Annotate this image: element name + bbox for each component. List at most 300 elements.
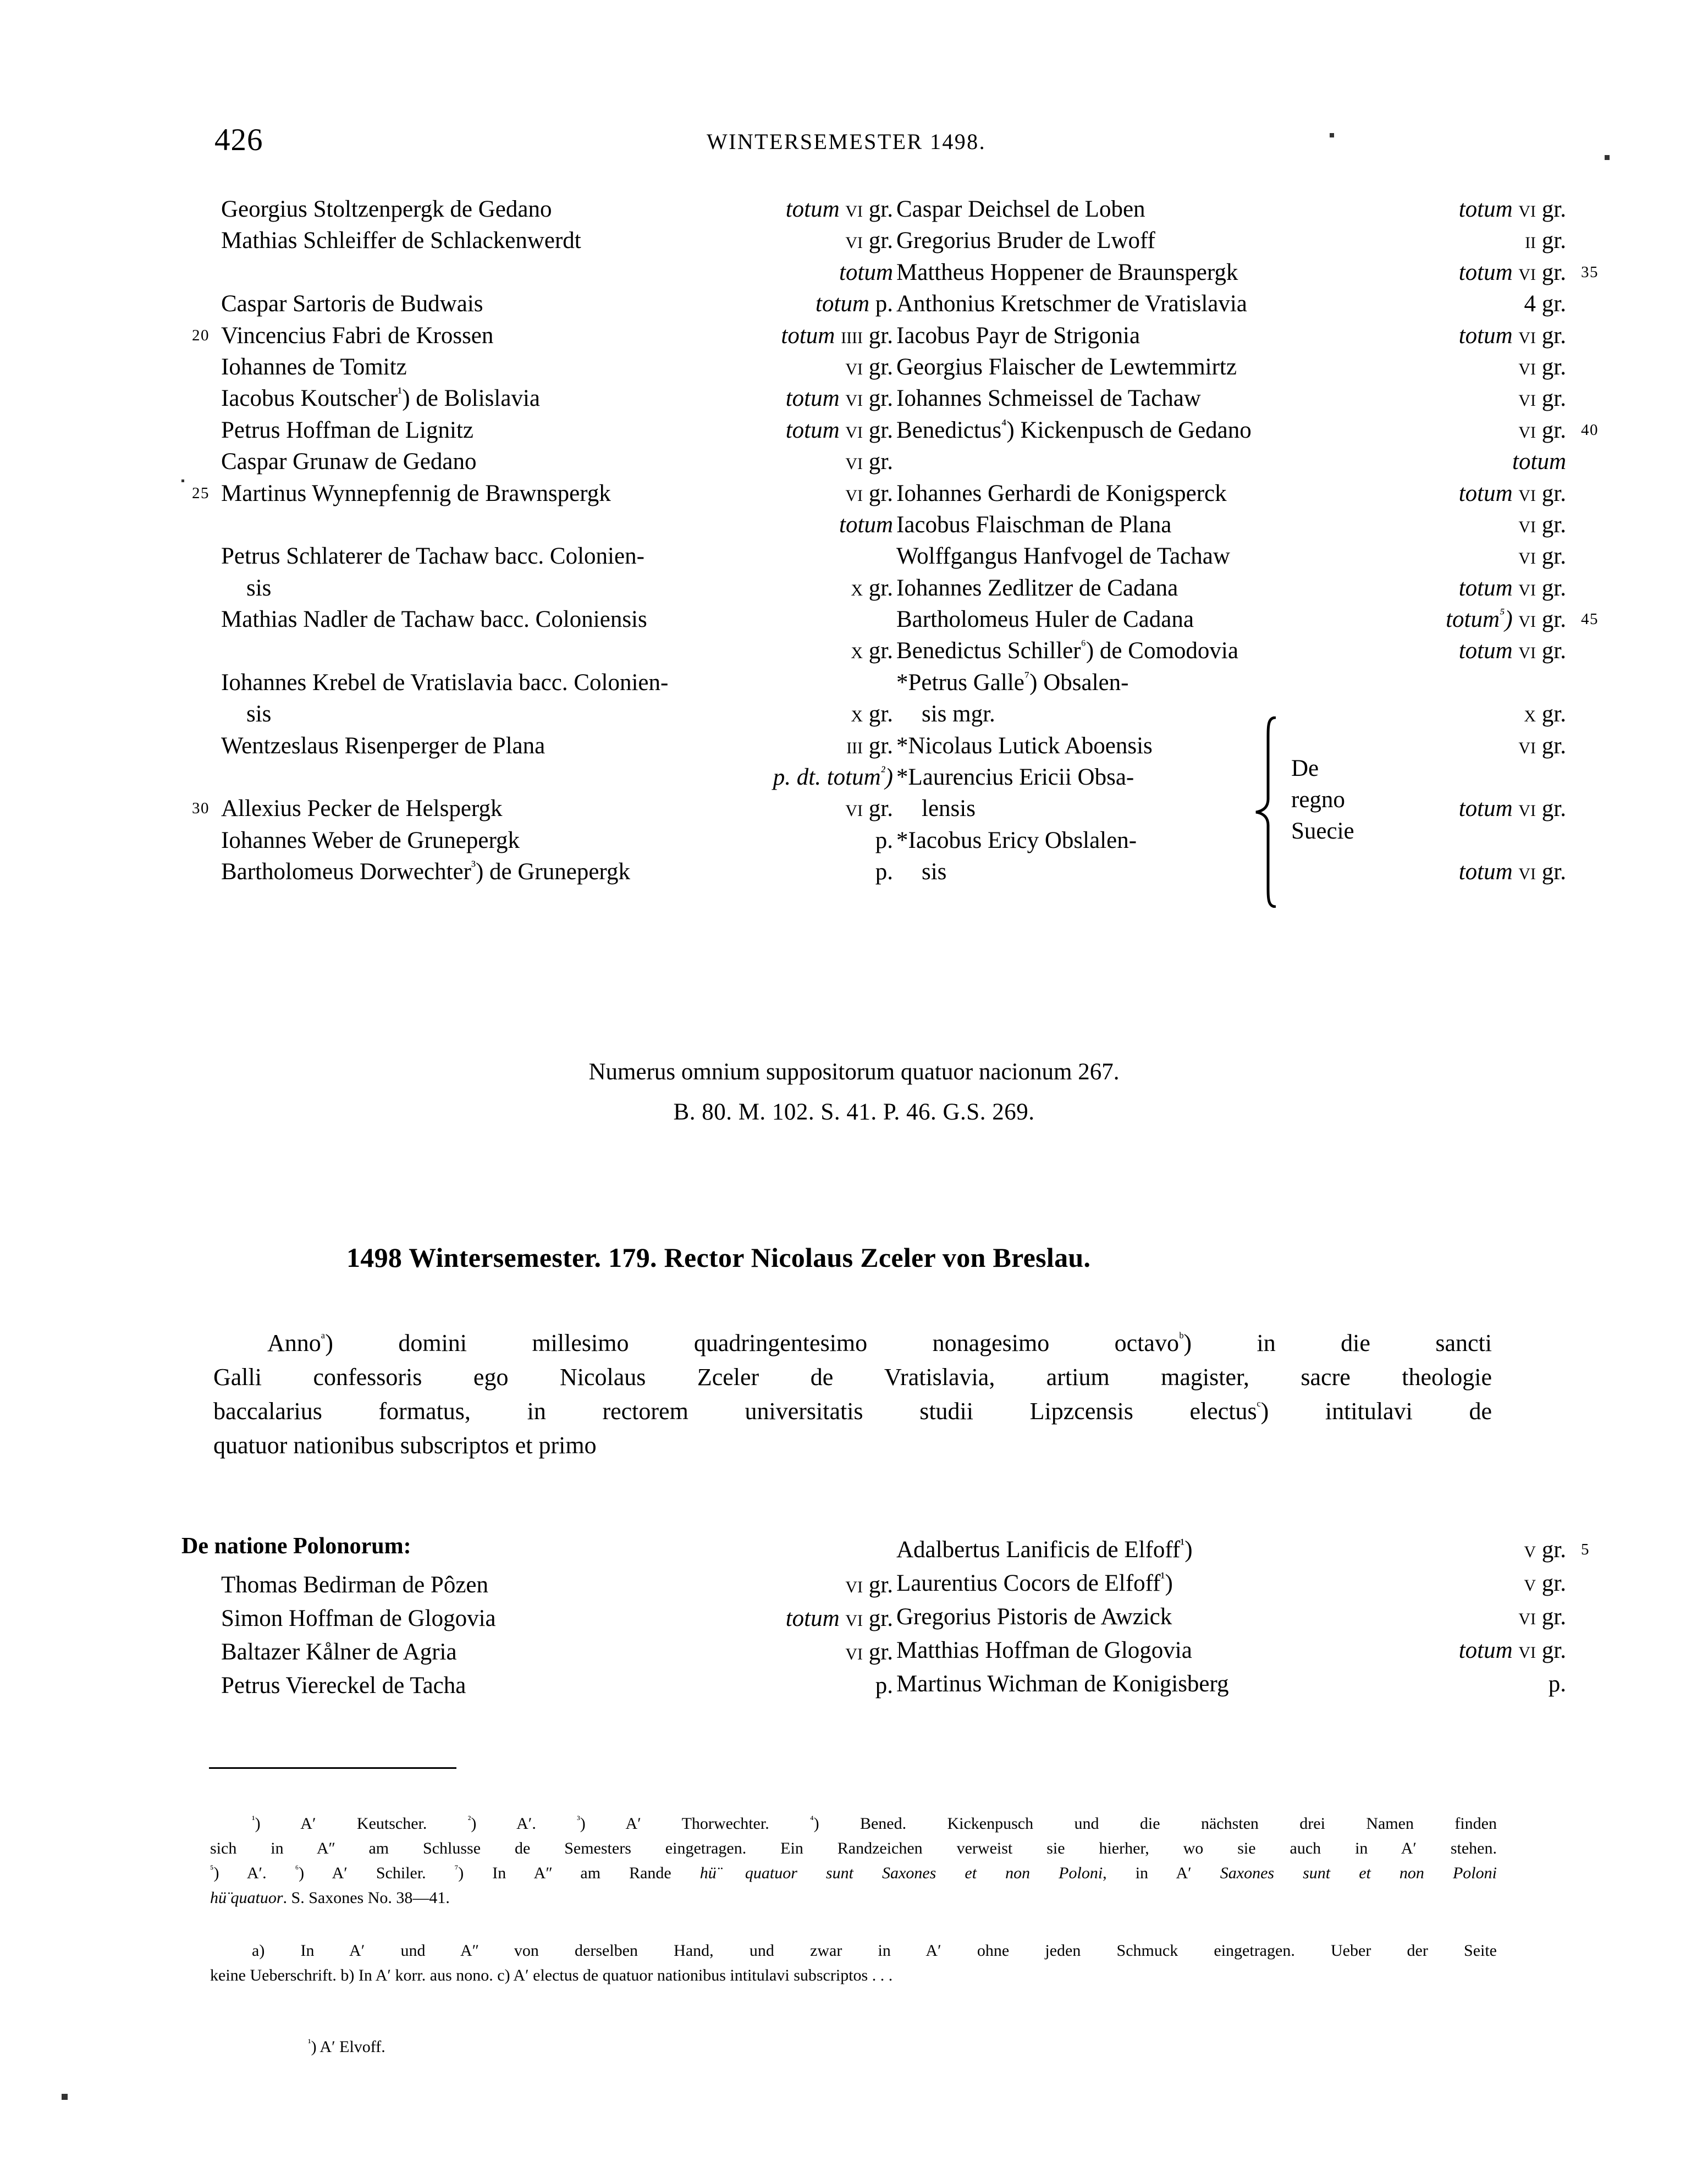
footnote-marker: ᵃ [321,1329,326,1346]
entry-amount: p. [875,291,893,317]
roman-numeral: vi [1518,259,1536,285]
entry-name: Gregorius Pistoris de Awzick [896,1604,1172,1630]
matricula-entry [896,856,1628,887]
roman-numeral: vi [845,228,863,254]
roman-numeral: vi [1518,417,1536,443]
entry-amount-cell [1518,351,1566,383]
roman-numeral: x [851,638,863,664]
entry-amount: vi gr. [1518,1637,1566,1663]
matricula-entry [896,446,1628,477]
entry-name: Caspar Sartoris de Budwais [221,291,483,317]
roman-numeral: vi [1518,480,1536,506]
entry-amount: p. [1548,1671,1566,1697]
entry-name: Mattheus Hoppener de Braunspergk [896,259,1238,285]
roman-numeral: vi [845,796,863,822]
matricula-entry [896,194,1628,225]
entry-name: Martinus Wichman de Konigisberg [896,1671,1229,1697]
entry-amount: vi gr. [1518,385,1566,412]
roman-numeral: vi [1518,606,1536,633]
entry-amount: vi gr. [845,354,893,380]
entry-qualifier: totum [785,417,840,443]
footnote-line: $^{^1}$) Aʹ Elvoff. [308,2037,385,2056]
footnote-marker: ³ [577,1814,580,1825]
entry-amount-cell [851,572,893,604]
roman-numeral: vi [845,1639,863,1665]
matricula-entry [181,288,896,319]
entry-amount-cell [1518,1600,1566,1634]
footnote-group-numeric [210,1811,1497,1910]
footnote-line: a) In Aʹ und Aʺ von derselben Hand, und zwar in Aʹ ohne jeden Schmuck eingetragen. Ueber der Seite [252,1942,1497,1960]
footnote-marker: ⁴ [810,1814,814,1825]
entry-amount-cell [1459,856,1566,887]
scan-speck [181,479,184,482]
summary-total-line: Numerus omnium suppositorum quatuor nacionum 267. [588,1059,1120,1085]
entry-name: Gregorius Bruder de Lwoff [896,228,1155,254]
footnote-line: hü̈ quatuor. S. Saxones No. 38—41. [210,1889,450,1907]
matricula-entry [896,257,1628,288]
entry-name: Iacobus Flaischman de Plana [896,511,1172,538]
matricula-entry [181,762,896,793]
entry-name: Caspar Grunaw de Gedano [221,449,477,475]
entry-amount: vi gr. [845,480,893,506]
roman-numeral: vi [845,1572,863,1598]
entry-amount-cell [1549,1667,1566,1701]
matricula-entry [181,667,896,698]
entry-amount-cell [1512,446,1566,477]
entry-amount: vi gr. [1518,480,1566,506]
brace-label-line-3: Suecie [1291,818,1354,844]
entry-name: Petrus Hoffman de Lignitz [221,417,473,443]
entry-qualifier: totum [839,511,893,538]
entry-name: Baltazer Kålner de Agria [221,1639,457,1665]
entry-amount: p. [875,1673,893,1698]
matricula-entry [896,667,1628,698]
polonorum-subheading: De natione Polonorum: [181,1534,411,1559]
footnote-marker: ⁶ [295,1863,299,1875]
matricula-entry [181,351,896,383]
entry-amount-cell [781,320,893,351]
entry-name: Martinus Wynnepfennig de Brawnspergk [221,480,611,506]
roman-numeral: vi [1518,1604,1536,1630]
entry-amount: vi gr. [1518,1604,1566,1630]
entry-amount-cell [875,856,893,887]
entry-qualifier: totum [1512,449,1566,475]
matricula-left-column [181,194,896,888]
entry-amount: vi gr. [1518,196,1566,222]
running-head-title: WINTERSEMESTER 1498. [707,129,986,154]
entry-amount-cell [845,1568,893,1602]
entry-amount: vi gr. [1518,575,1566,601]
entry-amount-cell [845,478,893,509]
section-heading: 1498 Wintersemester. 179. Rector Nicolaus Zceler von Breslau. [346,1242,1091,1273]
entry-name: *Iacobus Ericy Obslalen- [896,827,1137,853]
roman-numeral: vi [1518,322,1536,349]
footnote-separator-rule [209,1767,456,1769]
roman-numeral: vi [1518,354,1536,380]
footnote-marker: ¹ [252,1814,255,1825]
entry-qualifier: totum [1458,196,1513,222]
entry-amount-cell [786,194,893,225]
entry-qualifier: totum [785,1606,840,1631]
entry-amount: p. [875,827,893,853]
entry-qualifier: p. dt. totum$^{^2}$) [773,763,893,791]
entry-amount: vi gr. [1518,511,1566,538]
matricula-entry [181,825,896,856]
footnote-marker: ᵇ [1178,1329,1184,1346]
entry-amount: vi gr. [845,196,893,222]
footnote-marker: ⁷ [1024,668,1030,685]
entry-name: Allexius Pecker de Helspergk [221,796,503,822]
entry-name: Adalbertus Lanificis de Elfoff$^{^1}$) [896,1535,1193,1563]
matricula-right-column [896,194,1628,888]
latin-quotation: Saxones sunt et non Poloni [1220,1864,1497,1882]
entry-amount: vi gr. [845,796,893,822]
scan-speck [62,2094,68,2100]
matricula-entry [181,1568,896,1602]
entry-name: Iacobus Koutscher$^{^1}$) de Bolislavia [221,384,540,412]
entry-amount-cell [1459,478,1566,509]
roman-numeral: vi [1518,1637,1536,1663]
roman-numeral: vi [1518,385,1536,412]
roman-numeral: x [1524,701,1536,727]
footnote-line: $^{^5}$) Aʹ. $^{^6}$) Aʹ Schiler. $^{^7}$) In Aʺ am Rande hü̈ quatuor sunt Saxones et non Poloni, in Aʹ Saxones sunt et non Poloni [210,1863,1497,1882]
entry-amount: vi gr. [1518,354,1566,380]
matricula-entry [896,698,1628,730]
entry-amount-cell [1459,572,1566,604]
entry-amount: vi gr. [1518,638,1566,664]
entry-qualifier: totum [1458,859,1513,885]
matricula-entry [896,825,1628,856]
latin-quotation: hü̈ quatuor sunt Saxones et non Poloni [699,1864,1103,1882]
entry-name: Laurentius Cocors de Elfoff$^{^1}$) [896,1569,1173,1596]
entry-amount-cell [773,762,893,793]
roman-numeral: vi [1518,543,1536,570]
roman-numeral: iiii [841,322,863,349]
entry-amount: x gr. [851,701,893,727]
line-number: 25 [192,484,210,502]
entry-amount: x gr. [1524,701,1566,727]
matricula-entry [896,320,1628,351]
entry-amount-cell [816,288,893,319]
line-number: 35 [1581,263,1599,281]
matricula-entry [896,1634,1628,1667]
entry-name: Georgius Stoltzenpergk de Gedano [221,196,552,222]
matricula-entry [181,415,896,446]
entry-amount-cell [1518,540,1566,572]
roman-numeral: vi [1518,575,1536,601]
entry-amount-cell [846,730,893,762]
entry-name: Iacobus Payr de Strigonia [896,322,1140,349]
footnote-marker: ⁶ [1081,637,1086,654]
entry-amount: vi gr. [1518,732,1566,759]
entry-amount-cell [875,825,893,856]
entry-amount-cell [1518,383,1566,414]
matricula-entry [181,793,896,824]
entry-amount-cell [1524,1533,1566,1567]
entry-name: *Nicolaus Lutick Aboensis [896,732,1153,759]
matricula-entry [181,320,896,351]
matricula-entry [896,793,1628,824]
roman-numeral: vi [845,480,863,506]
entry-amount: x gr. [851,575,893,601]
matricula-entry [896,604,1628,635]
matricula-entry [181,604,896,635]
entry-amount-cell [1459,320,1566,351]
entry-name: Petrus Schlaterer de Tachaw bacc. Colonien- [221,543,644,570]
roman-numeral: vi [845,196,863,222]
matricula-entry [181,194,896,225]
entry-amount-cell [1524,698,1566,730]
entry-amount-cell [1459,194,1566,225]
matricula-entry [181,478,896,509]
entry-amount-cell [1459,257,1566,288]
entry-amount-cell [839,257,893,288]
intro-line: Galli confessoris ego Nicolaus Zceler de Vratislavia, artium magister, sacre theologie [213,1364,1492,1391]
matricula-entry [896,1533,1628,1567]
entry-amount: vi gr. [1518,606,1566,633]
entry-amount-cell [845,793,893,824]
summary-nations-line: B. 80. M. 102. S. 41. P. 46. G.S. 269. [673,1099,1035,1125]
entry-amount: vi gr. [845,1572,893,1598]
roman-numeral: vi [845,354,863,380]
matricula-entry [181,540,896,572]
entry-amount-cell [845,446,893,477]
roman-numeral: x [851,575,863,601]
entry-amount-cell [1518,415,1566,446]
roman-numeral: vi [1518,638,1536,664]
entry-amount: iiii gr. [841,322,893,349]
entry-name: *Petrus Galle$^{^7}$) Obsalen- [896,668,1129,696]
entry-name: sis mgr. [922,701,995,727]
entry-amount: x gr. [851,638,893,664]
matricula-entry [896,1567,1628,1600]
entry-name: lensis [922,796,976,822]
folio-number: 426 [214,123,263,157]
entry-name: Iohannes Schmeissel de Tachaw [896,385,1201,412]
entry-amount: vi gr. [1518,859,1566,885]
entry-amount-cell [1525,225,1566,256]
matricula-entry [181,509,896,540]
entry-name: *Laurencius Ericii Obsa- [896,764,1134,791]
roman-numeral: iii [846,732,863,759]
entry-name: Wentzeslaus Risenperger de Plana [221,732,546,759]
roman-numeral: vi [1518,732,1536,759]
entry-amount-cell [845,225,893,256]
entry-amount: v gr. [1524,1570,1566,1596]
entry-name: Iohannes Gerhardi de Konigsperck [896,480,1227,506]
footnote-marker: ¹ [308,2037,311,2049]
entry-qualifier: totum [816,291,869,317]
entry-amount-cell [1459,635,1566,666]
entry-name: Bartholomeus Dorwechter$^{^3}$) de Grunepergk [221,857,630,885]
matricula-entry [181,856,896,887]
latin-quotation: hü̈ quatuor [210,1889,283,1907]
entry-qualifier: totum [1458,259,1513,285]
entry-name: Mathias Nadler de Tachaw bacc. Coloniensis [221,606,647,633]
footnote-marker: ¹ [398,384,403,401]
scan-speck [1330,133,1334,137]
footnote-marker: ² [467,1814,471,1825]
entry-amount: vi gr. [845,449,893,475]
footnote-line: keine Ueberschrift. b) In Aʹ korr. aus nono. c) Aʹ electus de quatuor nationibus intitulavi subscriptos . . . [210,1966,893,1984]
entry-qualifier: totum [1458,480,1513,506]
polonorum-left-column [181,1533,896,1702]
roman-numeral: vi [1518,859,1536,885]
entry-amount: vi gr. [1518,543,1566,570]
roman-numeral: ii [1525,228,1536,254]
footnote-marker: ¹ [1160,1569,1165,1586]
entry-name: Caspar Deichsel de Loben [896,196,1145,222]
entry-amount: vi gr. [845,1606,893,1631]
entry-amount-cell [1518,730,1566,762]
entry-qualifier: totum [839,259,893,285]
entry-amount: vi gr. [1518,417,1566,443]
entry-amount: v gr. [1524,1537,1566,1563]
entry-name: Benedictus Schiller$^{^6}$) de Comodovia [896,637,1238,664]
entry-amount-cell [1524,288,1566,319]
roman-numeral: vi [845,417,863,443]
matricula-entry [181,1669,896,1702]
line-number: 20 [192,326,210,344]
roman-numeral: vi [845,385,863,412]
roman-numeral: vi [845,449,863,475]
entry-amount: vi gr. [845,228,893,254]
entry-amount: vi gr. [845,417,893,443]
footnote-marker: ⁵ [210,1863,214,1875]
entry-name: Petrus Viereckel de Tacha [221,1673,466,1698]
entry-amount-cell [845,1635,893,1669]
roman-numeral: vi [1518,511,1536,538]
entry-amount: vi gr. [845,1639,893,1665]
matricula-entry [181,225,896,256]
entry-amount-cell [786,383,893,414]
entry-name: sis [246,575,272,601]
line-number: 5 [1581,1541,1590,1558]
entry-qualifier: totum [781,322,835,349]
matricula-entry [896,1600,1628,1634]
scan-speck [1605,155,1610,160]
matricula-entry [896,1667,1628,1701]
entry-name: Bartholomeus Huler de Cadana [896,606,1194,633]
matricula-entry [896,730,1628,762]
line-number: 40 [1581,421,1599,439]
entry-name: Thomas Bedirman de Pôzen [221,1572,489,1598]
entry-name: Wolffgangus Hanfvogel de Tachaw [896,543,1230,570]
entry-name: Benedictus$^{^4}$) Kickenpusch de Gedano [896,416,1252,443]
roman-numeral: x [851,701,863,727]
matricula-entry [896,478,1628,509]
entry-amount: ii gr. [1525,228,1566,254]
footnote-line: sich in Aʺ am Schlusse de Semesters eingetragen. Ein Randzeichen verweist sie hierher, wo sie auch in Aʹ stehen. [210,1839,1497,1857]
matricula-entry [181,446,896,477]
matricula-entry [896,509,1628,540]
footnote-marker: ᶜ [1257,1397,1261,1414]
matricula-entry [896,762,1628,793]
matricula-entry [896,572,1628,604]
roman-numeral: vi [1518,196,1536,222]
matricula-entry [896,635,1628,666]
entry-name: Vincencius Fabri de Krossen [221,322,494,349]
intro-line: Anno$^ᵃ$) domini millesimo quadringentesimo nonagesimo octavo$^ᵇ$) in die sancti [267,1329,1492,1356]
entry-amount-cell [875,1669,893,1702]
matricula-entry [896,415,1628,446]
matricula-entry [181,1602,896,1635]
entry-name: Georgius Flaischer de Lewtemmirtz [896,354,1237,380]
matricula-entry [181,730,896,762]
entry-amount-cell [1459,793,1566,824]
entry-amount: vi gr. [1518,322,1566,349]
footnote-marker: ¹ [1180,1535,1185,1552]
entry-name: Matthias Hoffman de Glogovia [896,1637,1192,1663]
roman-numeral: vi [1518,796,1536,822]
entry-amount-cell [1446,604,1566,635]
entry-amount-cell [786,415,893,446]
matricula-entry [896,288,1628,319]
roman-numeral: v [1524,1537,1536,1563]
entry-amount-cell [1518,509,1566,540]
matricula-entry [181,383,896,414]
entry-name: Iohannes Weber de Grunepergk [221,827,520,853]
entry-qualifier: totum [1458,1637,1513,1663]
footnote-marker: ² [880,763,885,780]
entry-amount-cell [839,509,893,540]
line-number: 30 [192,799,210,818]
entry-amount-cell [1524,1567,1566,1600]
footnote-marker: ⁵ [1500,605,1505,622]
brace-label-line-1: De [1291,755,1319,781]
entry-amount: vi gr. [845,385,893,412]
footnote-group-bottom [308,2034,968,2059]
entry-qualifier: totum [785,196,840,222]
entry-qualifier: totum [1458,322,1513,349]
entry-amount: vi gr. [1518,259,1566,285]
roman-numeral: v [1524,1570,1536,1596]
entry-amount: iii gr. [846,732,893,759]
matricula-entry [181,257,896,288]
entry-name: Iohannes Zedlitzer de Cadana [896,575,1178,601]
roman-numeral: vi [845,1606,863,1631]
entry-name: Iohannes de Tomitz [221,354,407,380]
entry-qualifier: totum [1458,575,1513,601]
footnote-line: $^{^1}$) Aʹ Keutscher. $^{^2}$) Aʹ. $^{^3}$) Aʹ Thorwechter. $^{^4}$) Bened. Kickenpusch und die nächsten drei Namen finden [252,1814,1497,1833]
intro-line: baccalarius formatus, in rectorem universitatis studii Lipzcensis electus$^ᶜ$) intitulavi de [213,1397,1492,1425]
entry-name: Iohannes Krebel de Vratislavia bacc. Colonien- [221,669,669,696]
entry-qualifier: totum [1458,796,1513,822]
footnote-group-alpha [210,1938,1497,1988]
entry-name: Mathias Schleiffer de Schlackenwerdt [221,228,581,254]
entry-qualifier: totum [785,385,840,412]
entry-qualifier: totum [1458,638,1513,664]
footnote-marker: ⁴ [1001,416,1007,433]
footnote-marker: ³ [471,857,476,874]
entry-amount-cell [851,635,893,666]
polonorum-right-column [896,1533,1628,1701]
entry-amount: p. [875,859,893,885]
matricula-entry [896,351,1628,383]
entry-name: Anthonius Kretschmer de Vratislavia [896,291,1247,317]
line-number: 45 [1581,610,1599,628]
matricula-entry [181,635,896,666]
matricula-entry [181,572,896,604]
entry-name: sis [922,859,947,885]
entry-amount: vi gr. [1518,796,1566,822]
running-head [214,122,1496,161]
matricula-entry [896,383,1628,414]
matricula-entry [181,1635,896,1669]
entry-amount-cell [845,351,893,383]
entry-name: Simon Hoffman de Glogovia [221,1606,496,1631]
entry-name: sis [246,701,272,727]
